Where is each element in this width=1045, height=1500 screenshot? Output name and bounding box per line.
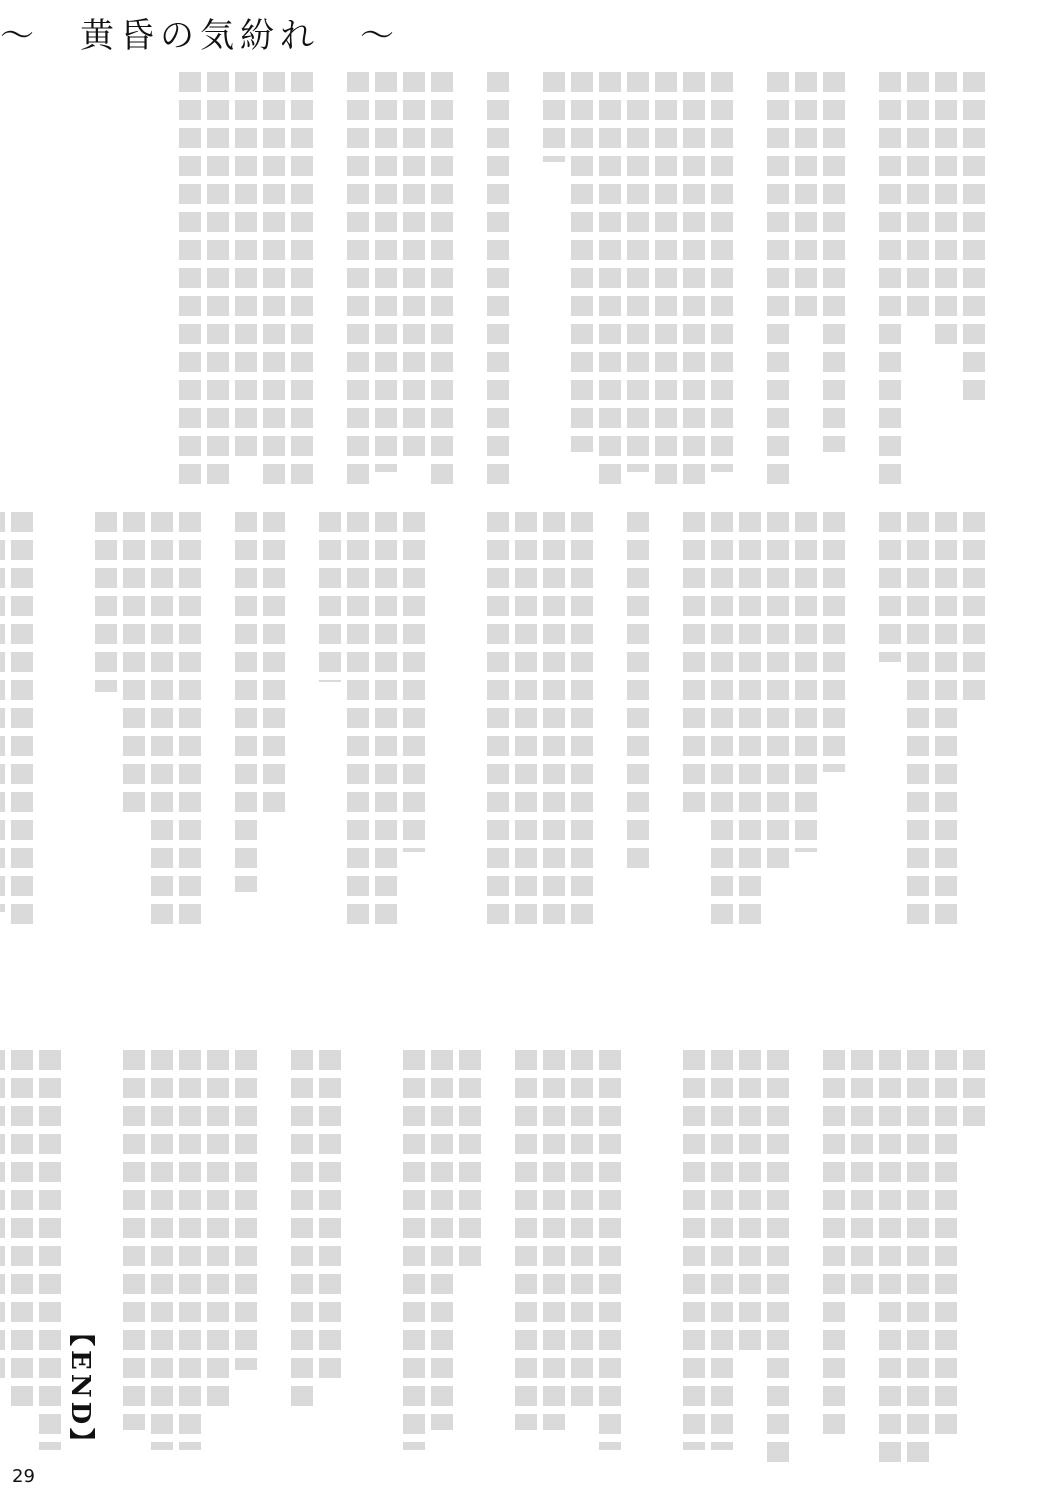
text-column bbox=[291, 72, 313, 492]
text-column bbox=[767, 512, 789, 872]
text-column bbox=[431, 72, 453, 492]
text-column bbox=[683, 72, 705, 492]
text-column bbox=[179, 1050, 201, 1450]
text-column bbox=[767, 1050, 789, 1470]
text-column bbox=[963, 512, 985, 702]
text-column bbox=[263, 72, 285, 492]
text-column bbox=[739, 1050, 761, 1350]
text-column bbox=[543, 72, 565, 162]
text-column bbox=[459, 1050, 481, 1270]
text-column bbox=[879, 72, 901, 492]
text-column bbox=[543, 512, 565, 932]
text-column bbox=[823, 1050, 845, 1440]
end-marker: 【END】 bbox=[65, 1320, 95, 1459]
text-column bbox=[179, 72, 201, 492]
text-column bbox=[515, 1050, 537, 1430]
text-column bbox=[235, 512, 257, 892]
text-column bbox=[347, 72, 369, 492]
text-column bbox=[683, 1050, 705, 1450]
text-column bbox=[487, 72, 509, 492]
text-column bbox=[179, 512, 201, 932]
text-column bbox=[571, 512, 593, 932]
text-column bbox=[795, 72, 817, 322]
text-column bbox=[571, 1050, 593, 1410]
text-column bbox=[907, 512, 929, 932]
text-column bbox=[235, 72, 257, 462]
text-column bbox=[123, 512, 145, 812]
text-column bbox=[0, 512, 5, 912]
text-column bbox=[319, 1050, 341, 1380]
text-column bbox=[263, 512, 285, 812]
text-column bbox=[375, 512, 397, 932]
text-block-bottom bbox=[0, 1050, 985, 1460]
text-column bbox=[627, 512, 649, 872]
text-column bbox=[711, 72, 733, 472]
page-number: 29 bbox=[12, 1466, 35, 1487]
text-column bbox=[291, 1050, 313, 1410]
text-column bbox=[655, 72, 677, 492]
text-block-middle bbox=[0, 512, 985, 1032]
text-column bbox=[319, 512, 341, 682]
text-column bbox=[711, 512, 733, 932]
text-column bbox=[151, 512, 173, 932]
text-column bbox=[907, 1050, 929, 1470]
text-column bbox=[95, 512, 117, 692]
text-column bbox=[11, 512, 33, 932]
page-title: 〜 黄昏の気紛れ 〜 bbox=[0, 16, 400, 56]
text-column bbox=[375, 72, 397, 472]
text-column bbox=[767, 72, 789, 492]
text-column bbox=[935, 512, 957, 932]
text-column bbox=[711, 1050, 733, 1450]
text-column bbox=[935, 1050, 957, 1440]
text-column bbox=[963, 72, 985, 402]
text-column bbox=[151, 1050, 173, 1450]
text-column bbox=[879, 512, 901, 662]
text-column bbox=[431, 1050, 453, 1430]
text-column bbox=[347, 512, 369, 932]
text-column bbox=[403, 1050, 425, 1450]
text-column bbox=[907, 72, 929, 322]
text-column bbox=[235, 1050, 257, 1370]
text-column bbox=[207, 1050, 229, 1410]
text-column bbox=[207, 72, 229, 492]
text-column bbox=[879, 1050, 901, 1470]
text-column bbox=[403, 72, 425, 462]
text-column bbox=[963, 1050, 985, 1130]
text-column bbox=[543, 1050, 565, 1430]
text-column bbox=[823, 72, 845, 452]
text-column bbox=[11, 1050, 33, 1410]
text-column bbox=[123, 1050, 145, 1430]
text-column bbox=[571, 72, 593, 452]
text-column bbox=[823, 512, 845, 772]
text-block-top bbox=[179, 72, 985, 502]
text-column bbox=[0, 1050, 5, 1380]
text-column bbox=[795, 512, 817, 852]
text-column bbox=[599, 1050, 621, 1450]
text-column bbox=[683, 512, 705, 812]
text-column bbox=[39, 1050, 61, 1450]
text-column bbox=[599, 72, 621, 492]
text-column bbox=[515, 512, 537, 932]
text-column bbox=[935, 72, 957, 352]
text-column bbox=[403, 512, 425, 852]
text-column bbox=[851, 1050, 873, 1300]
text-column bbox=[739, 512, 761, 932]
text-column bbox=[627, 72, 649, 472]
text-column bbox=[487, 512, 509, 932]
